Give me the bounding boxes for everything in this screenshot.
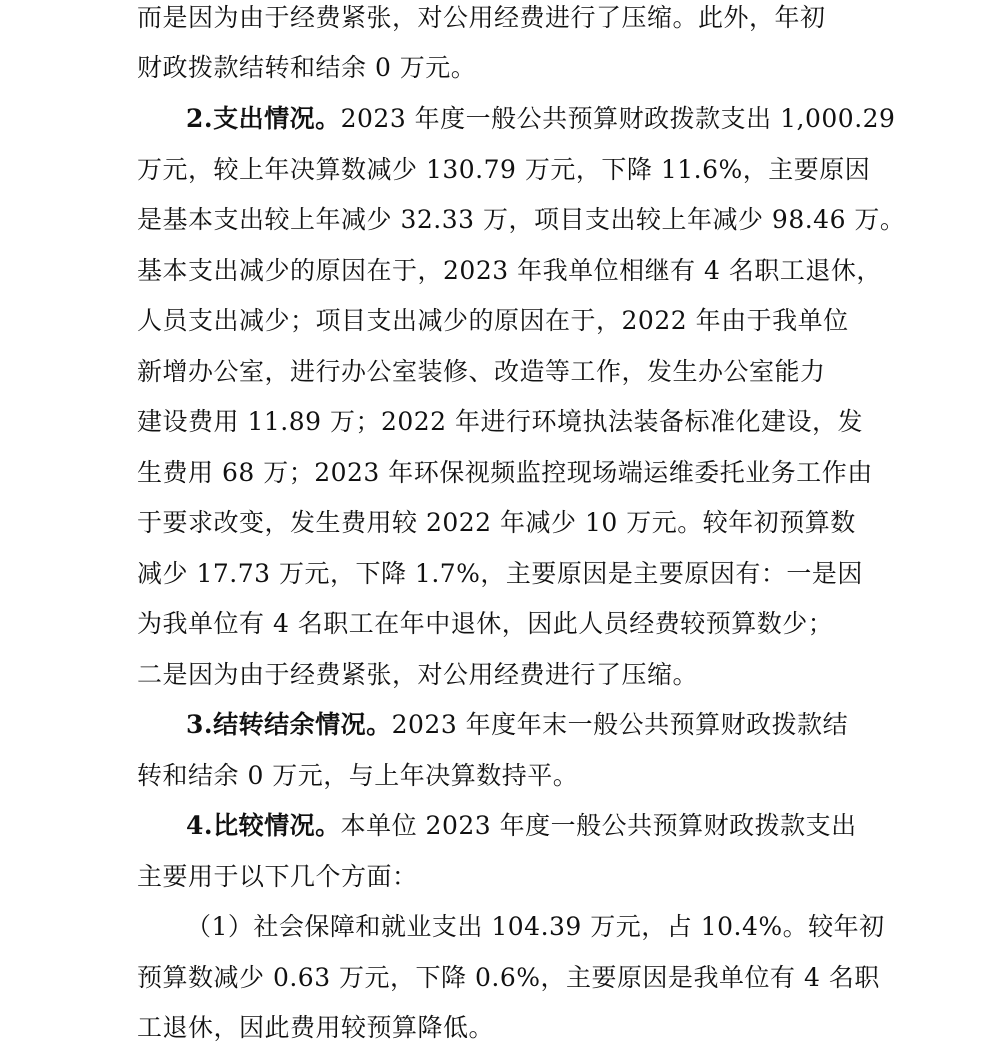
paragraph-line: [0, 347, 1000, 397]
paragraph-line: [0, 448, 1000, 498]
line-text: 是基本支出较上年减少 32.33 万，项目支出较上年减少 98.46 万。: [137, 205, 906, 234]
paragraph-line: [0, 195, 1000, 245]
paragraph-line: [0, 953, 1000, 1003]
paragraph-line: [0, 145, 1000, 195]
line-text: 于要求改变，发生费用较 2022 年减少 10 万元。较年初预算数: [137, 508, 856, 537]
paragraph-line: [0, 650, 1000, 700]
line-text: 主要用于以下几个方面：: [137, 862, 418, 891]
paragraph-line: [0, 397, 1000, 447]
section-heading-line: [0, 801, 1000, 851]
section-heading: 4.比较情况。: [186, 811, 341, 840]
line-text: （1）社会保障和就业支出 104.39 万元，占 10.4%。较年初: [186, 912, 885, 941]
paragraph-line: [0, 246, 1000, 296]
paragraph-line: [0, 751, 1000, 801]
paragraph-line: [0, 498, 1000, 548]
paragraph-line: [0, 296, 1000, 346]
line-text: 生费用 68 万；2023 年环保视频监控现场端运维委托业务工作由: [137, 458, 873, 487]
line-text: 工退休，因此费用较预算降低。: [137, 1013, 495, 1042]
line-text: 人员支出减少；项目支出减少的原因在于，2022 年由于我单位: [137, 306, 849, 335]
list-item-line: [0, 902, 1000, 952]
paragraph-line: [0, 599, 1000, 649]
line-text: 财政拨款结转和结余 0 万元。: [137, 53, 477, 82]
section-heading: 2.支出情况。: [186, 104, 341, 133]
section-heading-line: [0, 94, 1000, 144]
paragraph-line: [0, 852, 1000, 902]
line-text: 万元，较上年决算数减少 130.79 万元，下降 11.6%，主要原因: [137, 155, 871, 184]
section-heading: 3.结转结余情况。: [186, 710, 392, 739]
line-text: 而是因为由于经费紧张，对公用经费进行了压缩。此外，年初: [137, 3, 826, 32]
line-text: 转和结余 0 万元，与上年决算数持平。: [137, 761, 579, 790]
line-text: 二是因为由于经费紧张，对公用经费进行了压缩。: [137, 660, 699, 689]
paragraph-line: [0, 43, 1000, 93]
line-text: 基本支出减少的原因在于，2023 年我单位相继有 4 名职工退休，: [137, 256, 882, 285]
line-text: 减少 17.73 万元，下降 1.7%，主要原因是主要原因有：一是因: [137, 559, 863, 588]
paragraph-line: [0, 0, 1000, 43]
line-text: 新增办公室，进行办公室装修、改造等工作，发生办公室能力: [137, 357, 826, 386]
line-text: 2023 年度一般公共预算财政拨款支出 1,000.29: [340, 104, 896, 133]
line-text: 为我单位有 4 名职工在年中退休，因此人员经费较预算数少；: [137, 609, 834, 638]
line-text: 2023 年度年末一般公共预算财政拨款结: [391, 710, 849, 739]
section-heading-line: [0, 700, 1000, 750]
line-text: 本单位 2023 年度一般公共预算财政拨款支出: [340, 811, 857, 840]
paragraph-line: [0, 1003, 1000, 1053]
line-text: 建设费用 11.89 万；2022 年进行环境执法装备标准化建设，发: [137, 407, 864, 436]
paragraph-line: [0, 549, 1000, 599]
line-text: 预算数减少 0.63 万元，下降 0.6%，主要原因是我单位有 4 名职: [137, 963, 880, 992]
